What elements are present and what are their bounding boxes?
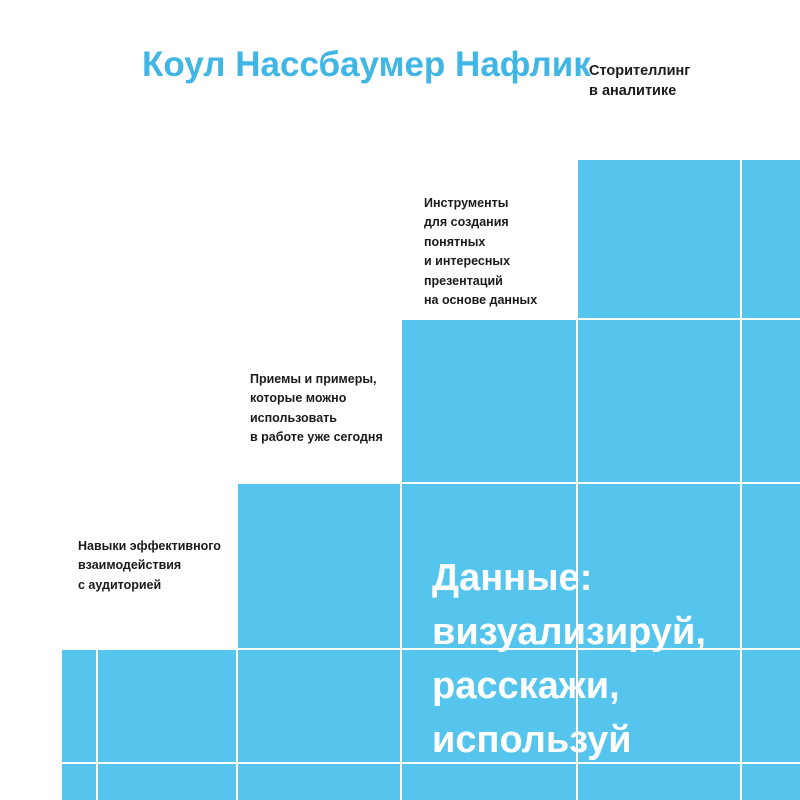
blurb-line: Приемы и примеры, <box>250 372 377 386</box>
title-line: Данные: <box>432 557 593 599</box>
blurb-line: с аудиторией <box>78 577 162 592</box>
title-line: используй <box>432 718 632 761</box>
series-line: в аналитике <box>589 82 677 99</box>
grid-line <box>60 0 62 800</box>
book-title <box>432 552 706 768</box>
blurb-line: использовать <box>250 410 337 425</box>
blurb-line: которые можно <box>250 391 347 406</box>
blurb-line: и интересных <box>424 254 511 269</box>
author-line: Нассбаумер <box>235 45 446 84</box>
blurb-tips <box>250 370 383 448</box>
grid-line <box>400 0 402 800</box>
author-line: Нафлик <box>455 45 591 84</box>
blurb-skills <box>78 537 221 595</box>
blurb-line: Инструменты <box>424 196 509 210</box>
blurb-line: на основе данных <box>424 292 538 307</box>
blurb-line: понятных <box>424 234 486 249</box>
blurb-line: взаимодействия <box>78 558 182 573</box>
author-name <box>142 44 591 85</box>
grid-line <box>236 0 238 800</box>
title-line: визуализируй, <box>432 610 706 653</box>
grid-line <box>96 648 98 800</box>
series-line: Сторителлинг <box>589 63 691 79</box>
blurb-line: презентаций <box>424 273 503 288</box>
blurb-line: для создания <box>424 215 509 230</box>
author-line: Коул <box>142 45 226 84</box>
cover-block <box>576 158 800 318</box>
title-line: расскажи, <box>432 664 620 707</box>
series-name <box>589 62 690 101</box>
grid-line <box>740 158 742 800</box>
blurb-tools <box>424 194 537 310</box>
blurb-line: в работе уже сегодня <box>250 430 383 445</box>
blurb-line: Навыки эффективного <box>78 539 221 553</box>
